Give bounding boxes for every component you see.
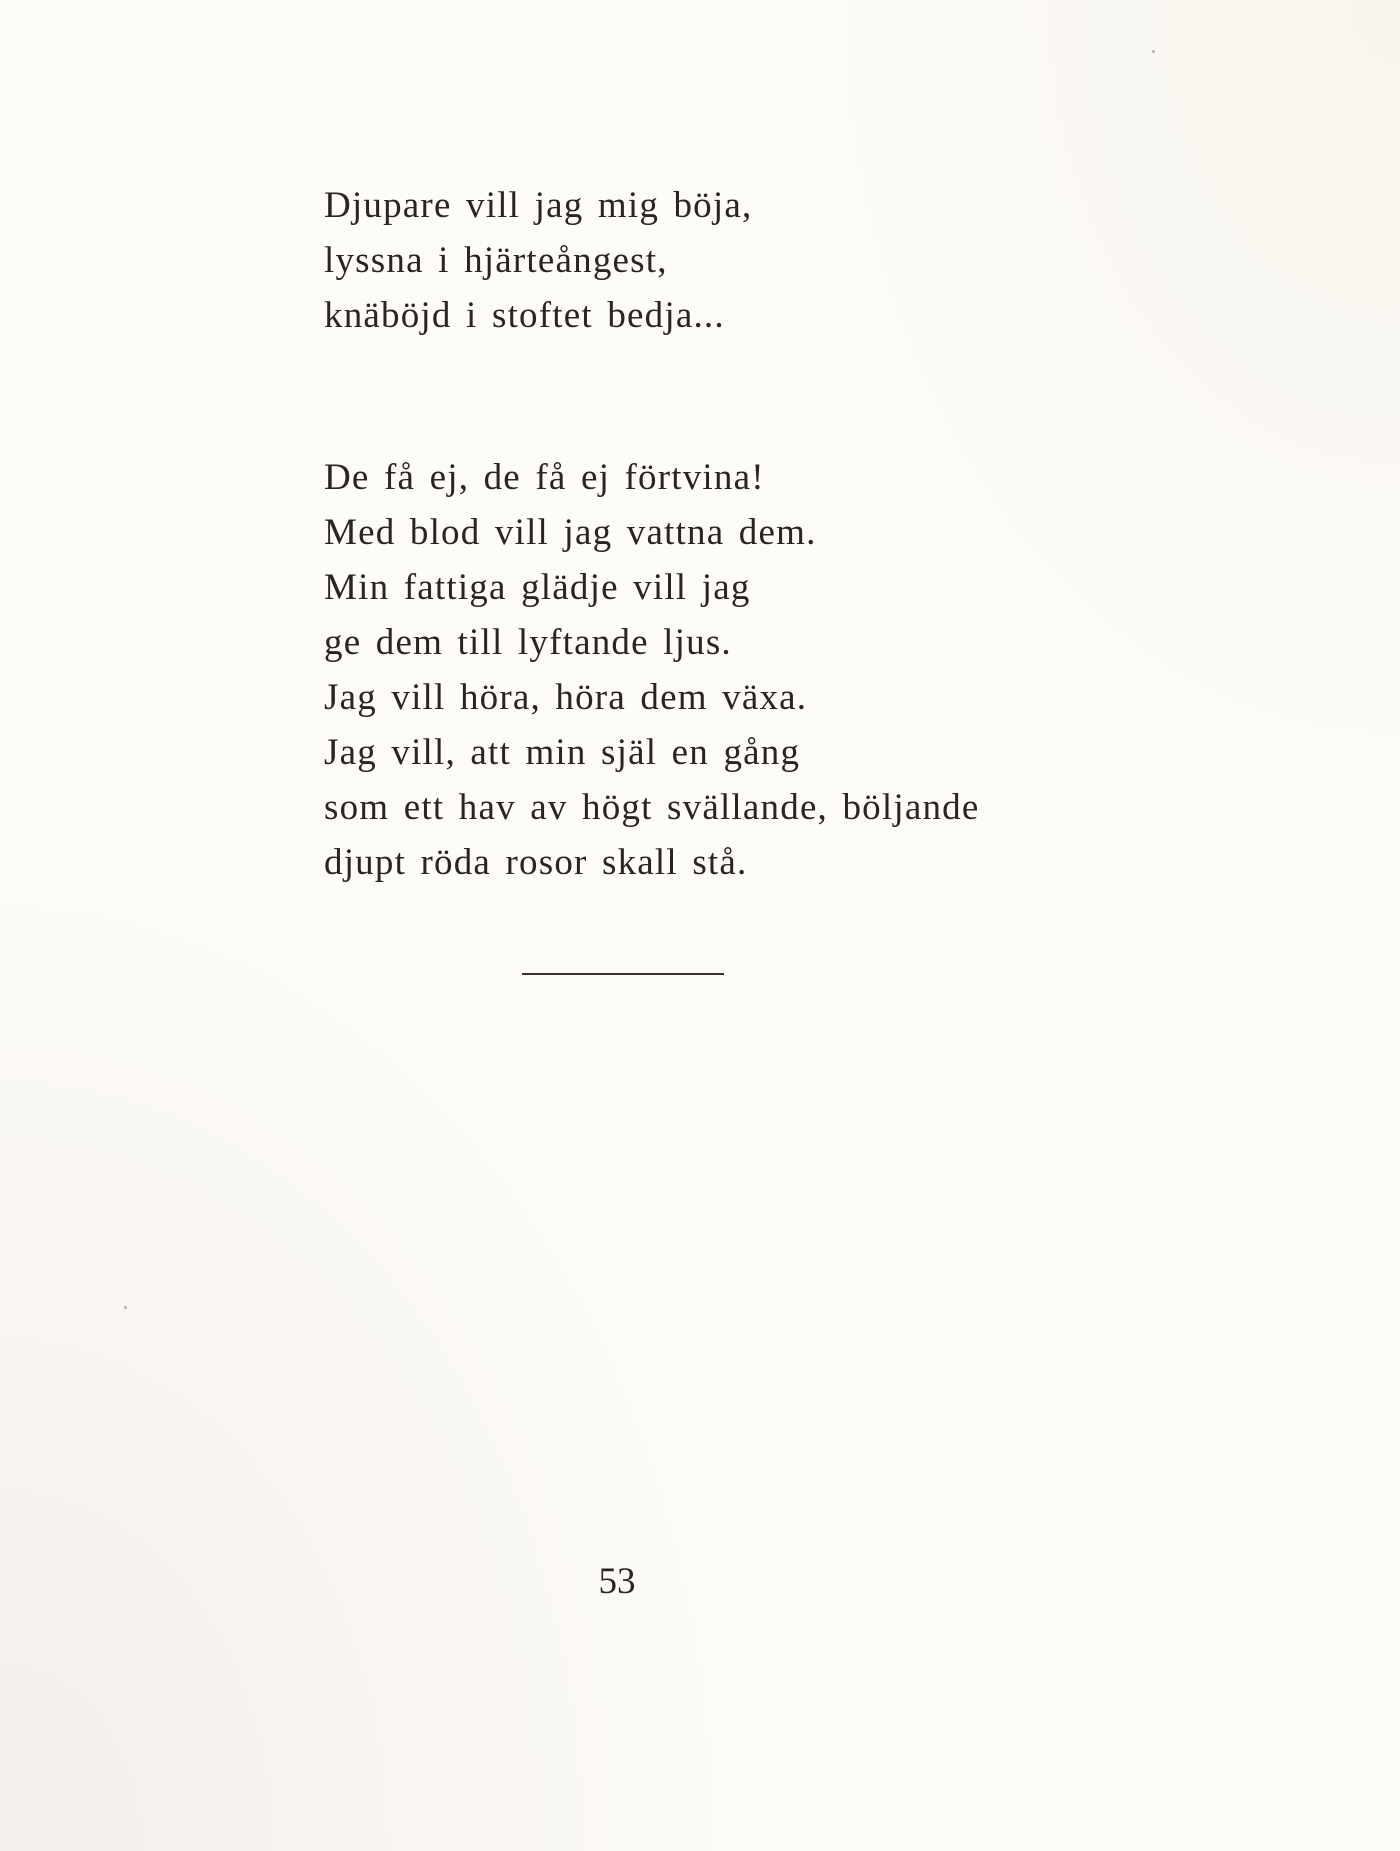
- poem-line: Min fattiga glädje vill jag: [324, 567, 751, 608]
- poem-line: djupt röda rosor skall stå.: [324, 842, 748, 883]
- poem-line: Djupare vill jag mig böja,: [324, 185, 753, 226]
- page-number: 53: [598, 1561, 636, 1602]
- paper-speck: [124, 1306, 127, 1309]
- poem-line: som ett hav av högt svällande, böljande: [324, 787, 980, 828]
- paper-speck: [1152, 50, 1155, 53]
- poem-stanza-2: [324, 450, 979, 890]
- poem-line: lyssna i hjärteångest,: [324, 240, 668, 281]
- poem-line: Jag vill, att min själ en gång: [324, 732, 801, 773]
- section-divider: [522, 973, 724, 975]
- poem-line: Jag vill höra, höra dem växa.: [324, 677, 808, 718]
- poem-line: knäböjd i stoftet bedja...: [324, 295, 725, 336]
- poem-stanza-1: [324, 178, 752, 343]
- poem-line: Med blod vill jag vattna dem.: [324, 512, 817, 553]
- poem-line: De få ej, de få ej förtvina!: [324, 457, 765, 498]
- poem-line: ge dem till lyftande ljus.: [324, 622, 732, 663]
